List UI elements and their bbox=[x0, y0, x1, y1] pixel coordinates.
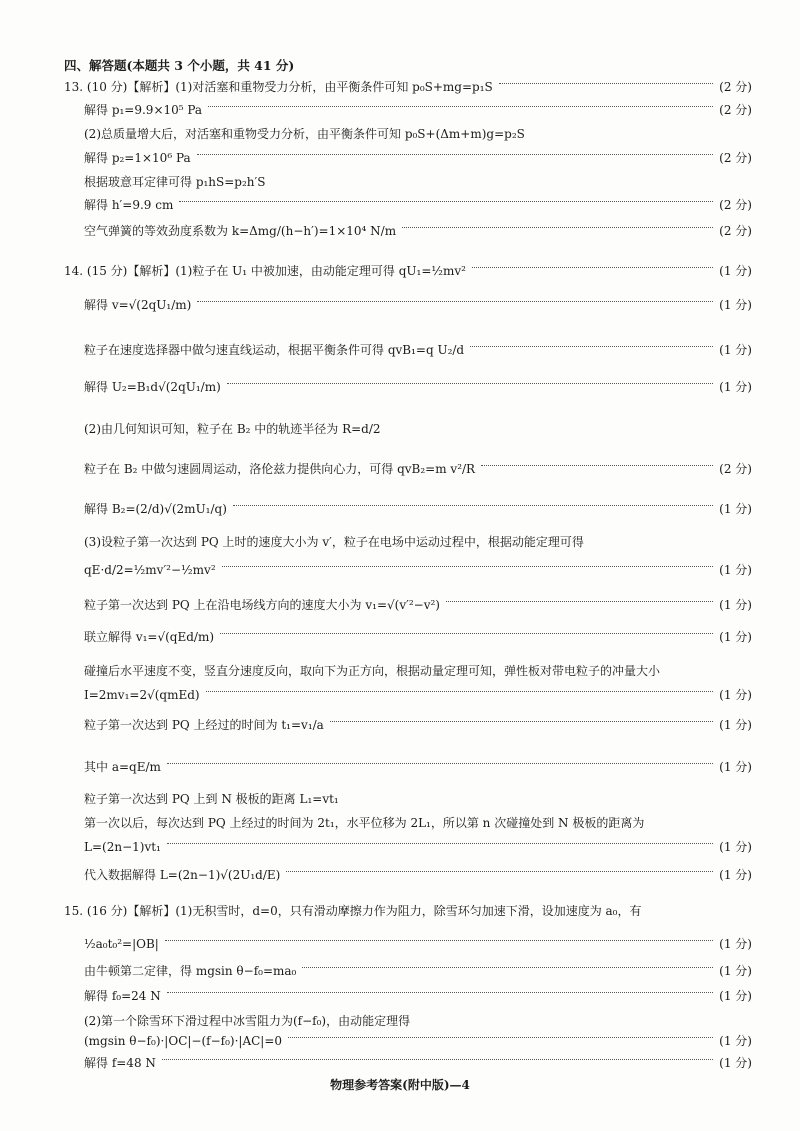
solution-line bbox=[84, 341, 752, 358]
score-label: (2 分) bbox=[719, 462, 752, 476]
score-label: (1 分) bbox=[719, 718, 752, 732]
section-title: 四、解答题(本题共 3 个小题，共 41 分) bbox=[64, 58, 295, 73]
solution-line bbox=[84, 838, 752, 855]
dot-leader bbox=[286, 871, 713, 872]
dot-leader bbox=[206, 691, 714, 692]
score-label: (1 分) bbox=[719, 630, 752, 644]
score-label: (1 分) bbox=[719, 343, 752, 357]
solution-text: ½a₀t₀²=|OB| bbox=[84, 936, 159, 951]
solution-text: qE·d/2=½mv′²−½mv² bbox=[84, 562, 216, 577]
score-label: (1 分) bbox=[719, 688, 752, 702]
solution-line bbox=[84, 814, 752, 831]
solution-text: 根据玻意耳定律可得 p₁hS=p₂h′S bbox=[84, 175, 266, 189]
solution-line bbox=[84, 866, 752, 883]
score-label: (2 分) bbox=[719, 103, 752, 117]
solution-text: 解得 f₀=24 N bbox=[84, 989, 161, 1003]
dot-leader bbox=[179, 201, 713, 202]
solution-text: 解得 B₂=(2/d)√(2mU₁/q) bbox=[84, 502, 227, 516]
dot-leader bbox=[302, 967, 713, 968]
solution-text: 15. (16 分)【解析】(1)无积雪时，d=0，只有滑动摩擦力作为阻力，除雪环匀加速下滑，设加速度为 a₀，有 bbox=[64, 904, 642, 918]
solution-line bbox=[84, 1012, 752, 1029]
solution-line bbox=[84, 596, 752, 613]
score-label: (1 分) bbox=[719, 380, 752, 394]
score-label: (1 分) bbox=[719, 840, 752, 854]
dot-leader bbox=[167, 763, 713, 764]
score-label: (1 分) bbox=[719, 937, 752, 951]
solution-line bbox=[84, 296, 752, 313]
score-label: (1 分) bbox=[719, 502, 752, 516]
solution-text: 解得 h′=9.9 cm bbox=[84, 198, 174, 212]
solution-line bbox=[84, 935, 752, 952]
solution-text: 由牛顿第二定律，得 mgsin θ−f₀=ma₀ bbox=[84, 964, 297, 978]
solution-text: 粒子第一次达到 PQ 上在沿电场线方向的速度大小为 v₁=√(v′²−v²) bbox=[84, 598, 440, 612]
solution-line bbox=[84, 662, 752, 679]
score-label: (1 分) bbox=[719, 563, 752, 577]
solution-line bbox=[84, 533, 752, 550]
dot-leader bbox=[330, 721, 713, 722]
score-label: (2 分) bbox=[719, 80, 752, 94]
solution-text: 14. (15 分)【解析】(1)粒子在 U₁ 中被加速，由动能定理可得 qU₁=½mv² bbox=[64, 264, 466, 278]
solution-text: (3)设粒子第一次达到 PQ 上时的速度大小为 v′，粒子在电场中运动过程中，根据动能定理可得 bbox=[84, 535, 584, 549]
dot-leader bbox=[470, 346, 713, 347]
solution-text: 解得 p₁=9.9×10⁵ Pa bbox=[84, 103, 203, 117]
solution-text: 解得 p₂=1×10⁶ Pa bbox=[84, 151, 191, 165]
solution-line bbox=[84, 758, 752, 775]
solution-text: I=2mv₁=2√(qmEd) bbox=[84, 687, 200, 702]
score-label: (1 分) bbox=[719, 598, 752, 612]
solution-text: 解得 v=√(2qU₁/m) bbox=[84, 298, 192, 312]
dot-leader bbox=[499, 83, 713, 84]
score-label: (2 分) bbox=[719, 224, 752, 238]
solution-line bbox=[84, 101, 752, 118]
solution-line bbox=[84, 561, 752, 578]
solution-text: 代入数据解得 L=(2n−1)√(2U₁d/E) bbox=[84, 868, 281, 882]
solution-text: (mgsin θ−f₀)·|OC|−(f−f₀)·|AC|=0 bbox=[84, 1033, 283, 1048]
solution-line bbox=[84, 716, 752, 733]
dot-leader bbox=[233, 505, 713, 506]
solution-line bbox=[84, 222, 752, 239]
dot-leader bbox=[165, 940, 713, 941]
score-label: (1 分) bbox=[719, 298, 752, 312]
score-label: (2 分) bbox=[719, 151, 752, 165]
dot-leader bbox=[162, 1059, 713, 1060]
solution-line bbox=[84, 962, 752, 979]
solution-text: 碰撞后水平速度不变，竖直分速度反向，取向下为正方向，根据动量定理可知，弹性板对带电粒子的冲量大小 bbox=[84, 664, 661, 678]
solution-line bbox=[64, 78, 752, 95]
dot-leader bbox=[222, 566, 714, 567]
solution-line bbox=[64, 262, 752, 279]
solution-text: 其中 a=qE/m bbox=[84, 760, 161, 774]
score-label: (2 分) bbox=[719, 198, 752, 212]
solution-text: L=(2n−1)vt₁ bbox=[84, 839, 161, 854]
solution-text: 13. (10 分)【解析】(1)对活塞和重物受力分析，由平衡条件可知 p₀S+mg=p₁S bbox=[64, 80, 493, 94]
solution-text: 解得 f=48 N bbox=[84, 1056, 156, 1070]
score-label: (1 分) bbox=[719, 760, 752, 774]
score-label: (1 分) bbox=[719, 1056, 752, 1070]
solution-line bbox=[84, 420, 752, 437]
solution-text: 解得 U₂=B₁d√(2qU₁/m) bbox=[84, 380, 221, 394]
solution-line bbox=[84, 500, 752, 517]
solution-line bbox=[84, 686, 752, 703]
score-label: (1 分) bbox=[719, 989, 752, 1003]
solution-line bbox=[84, 987, 752, 1004]
solution-line bbox=[84, 790, 752, 807]
score-label: (1 分) bbox=[719, 264, 752, 278]
solution-line bbox=[84, 1054, 752, 1071]
solution-text: 联立解得 v₁=√(qEd/m) bbox=[84, 630, 215, 644]
dot-leader bbox=[472, 267, 713, 268]
solution-text: 粒子第一次达到 PQ 上到 N 极板的距离 L₁=vt₁ bbox=[84, 792, 339, 806]
dot-leader bbox=[227, 383, 713, 384]
score-label: (1 分) bbox=[719, 964, 752, 978]
solution-text: 粒子在 B₂ 中做匀速圆周运动，洛伦兹力提供向心力，可得 qvB₂=m v²/R bbox=[84, 462, 476, 476]
page-footer: 物理参考答案(附中版)—4 bbox=[330, 1078, 470, 1092]
solution-line bbox=[84, 196, 752, 213]
solution-text: (2)第一个除雪环下滑过程中冰雪阻力为(f−f₀)，由动能定理得 bbox=[84, 1014, 411, 1028]
solution-line bbox=[84, 628, 752, 645]
dot-leader bbox=[220, 633, 713, 634]
solution-line bbox=[84, 1032, 752, 1049]
solution-text: (2)由几何知识可知，粒子在 B₂ 中的轨迹半径为 R=d/2 bbox=[84, 422, 381, 436]
dot-leader bbox=[481, 465, 713, 466]
solution-text: (2)总质量增大后，对活塞和重物受力分析，由平衡条件可知 p₀S+(Δm+m)g=p₂S bbox=[84, 127, 525, 141]
dot-leader bbox=[197, 301, 713, 302]
score-label: (1 分) bbox=[719, 1034, 752, 1048]
score-label: (1 分) bbox=[719, 868, 752, 882]
solution-line bbox=[84, 149, 752, 166]
dot-leader bbox=[402, 227, 713, 228]
solution-line bbox=[84, 460, 752, 477]
dot-leader bbox=[197, 154, 714, 155]
solution-text: 第一次以后，每次达到 PQ 上经过的时间为 2t₁，水平位移为 2L₁，所以第 n 次碰撞处到 N 极板的距离为 bbox=[84, 816, 645, 830]
solution-line bbox=[84, 125, 752, 142]
solution-text: 空气弹簧的等效劲度系数为 k=Δmg/(h−h′)=1×10⁴ N/m bbox=[84, 224, 397, 238]
solution-text: 粒子在速度选择器中做匀速直线运动，根据平衡条件可得 qvB₁=q U₂/d bbox=[84, 343, 465, 357]
dot-leader bbox=[167, 992, 713, 993]
solution-line bbox=[84, 378, 752, 395]
dot-leader bbox=[167, 843, 713, 844]
solution-line bbox=[64, 902, 752, 919]
solution-line bbox=[84, 173, 752, 190]
dot-leader bbox=[208, 106, 713, 107]
dot-leader bbox=[288, 1037, 713, 1038]
dot-leader bbox=[446, 601, 713, 602]
solution-text: 粒子第一次达到 PQ 上经过的时间为 t₁=v₁/a bbox=[84, 718, 324, 732]
